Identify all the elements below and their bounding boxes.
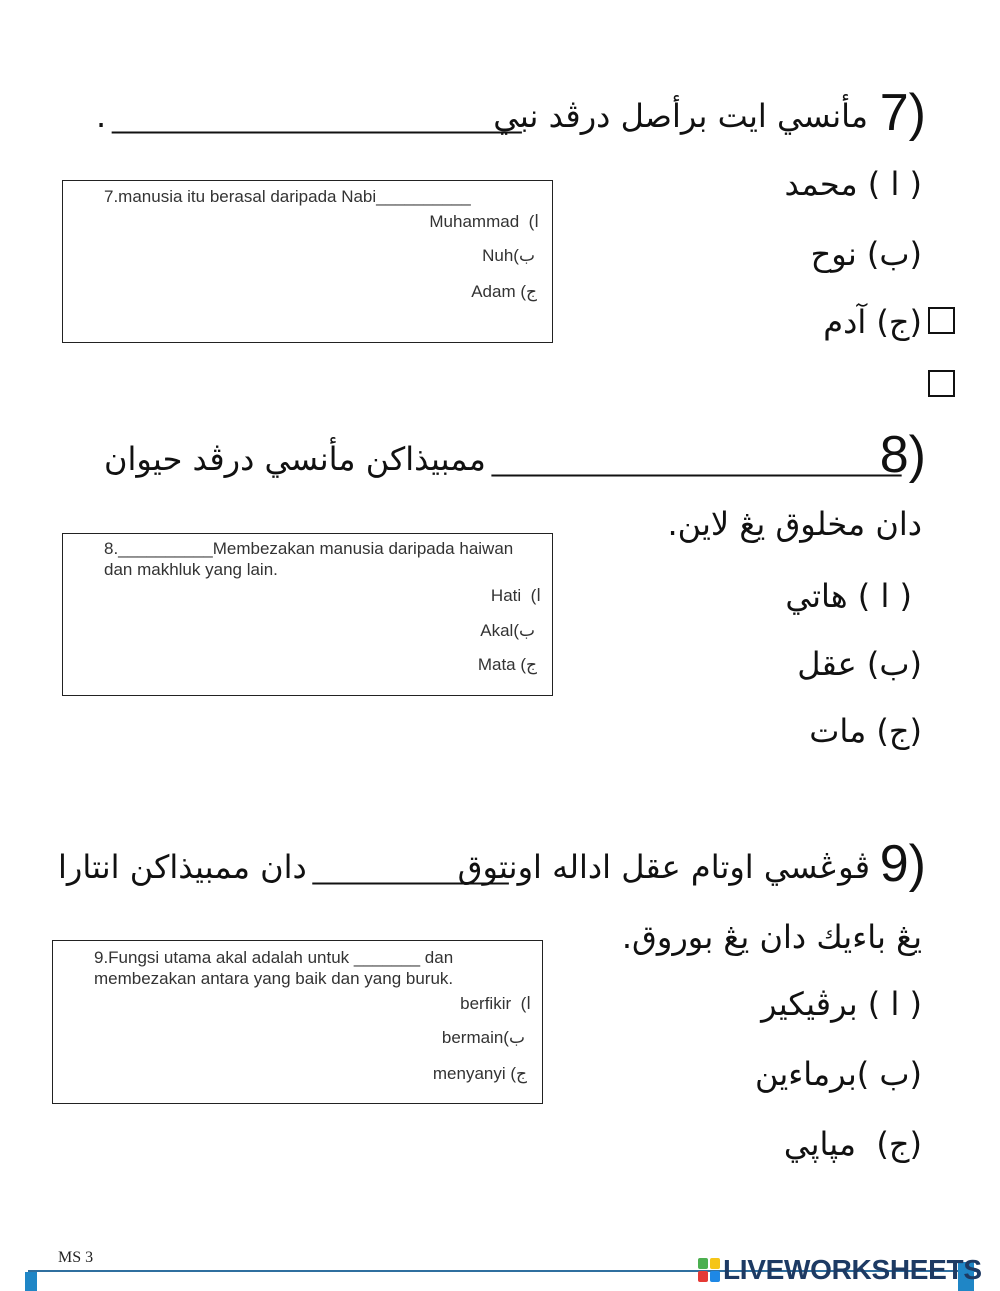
- question-7-text: مأنسي ايت برأصل درڤد نبي: [493, 97, 868, 135]
- liveworksheets-logo-icon: [698, 1258, 720, 1282]
- question-8-stem: [104, 437, 902, 489]
- question-7-option-b: (ب) نوح: [810, 235, 922, 273]
- logo-text: LIVEWORKSHEETS: [723, 1254, 982, 1285]
- question-9-text-a: ڤوڠسي اوتام عقل اداله اونتوق: [457, 848, 870, 886]
- question-7-option-a: ( ا ) محمد: [784, 165, 922, 203]
- question-7-number: 7): [879, 84, 926, 142]
- question-9-blank: ___________: [312, 849, 509, 885]
- translation-9-option-b: bermain(ب: [441, 1028, 525, 1047]
- liveworksheets-logo[interactable]: [698, 1254, 982, 1286]
- question-9-number: 9): [879, 835, 926, 893]
- answer-checkbox-1[interactable]: [928, 307, 955, 334]
- question-8-translation-box: [62, 533, 553, 696]
- translation-8-question-line-2: dan makhluk yang lain.: [104, 560, 278, 579]
- translation-8-question-line-1: 8.__________Membezakan manusia daripada haiwan: [104, 539, 514, 558]
- question-8-option-b: (ب) عقل: [797, 645, 922, 683]
- translation-7-question: 7.manusia itu berasal daripada Nabi__________: [104, 187, 471, 206]
- question-7-option-c: (ج) آدم: [823, 303, 922, 341]
- question-8-text-line-2: دان مخلوق يڠ لاين.: [667, 505, 922, 543]
- translation-7-option-b: Nuh(ب: [482, 246, 535, 265]
- question-8-option-c: (ج) مات: [809, 712, 922, 750]
- question-7-blank: _______________________: [112, 98, 522, 134]
- question-8-blank: _______________________: [491, 441, 902, 477]
- translation-8-option-a: Hati (ا: [490, 586, 541, 605]
- question-9-text-b: دان ممبيذاكن انتارا: [58, 848, 307, 886]
- page-label: MS 3: [58, 1249, 94, 1266]
- question-9-stem: [58, 845, 870, 897]
- question-9-option-b: (ب )برماءين: [754, 1055, 922, 1093]
- translation-7-option-a: Muhammad (ا: [429, 212, 539, 231]
- translation-7-option-c: Adam (ج: [471, 282, 537, 301]
- question-8-text: ممبيذاكن مأنسي درڤد حيوان: [104, 440, 486, 478]
- question-9-translation-box: [52, 940, 543, 1104]
- translation-9-question-line-1: 9.Fungsi utama akal adalah untuk _______ dan: [94, 948, 454, 967]
- question-8-number: 8): [879, 426, 926, 484]
- translation-9-question-line-2: membezakan antara yang baik dan yang buruk.: [94, 969, 454, 988]
- question-8-option-a: ( ا ) هاتي: [785, 577, 912, 615]
- answer-checkbox-2[interactable]: [928, 370, 955, 397]
- footer-corner-mark-left: [25, 1272, 37, 1291]
- translation-8-option-b: Akal(ب: [480, 621, 535, 640]
- question-9-option-c: (ج) مپاپي: [783, 1125, 922, 1163]
- question-9-text-line-2: يڠ باءيك دان يڠ بوروق.: [621, 918, 922, 956]
- question-7-stem: [96, 94, 868, 146]
- translation-8-option-c: Mata (ج: [477, 655, 537, 674]
- translation-9-option-a: berfikir (ا: [460, 994, 531, 1013]
- question-9-option-a: ( ا ) برڤيكير: [761, 985, 922, 1023]
- translation-9-option-c: menyanyi (ج: [432, 1064, 527, 1083]
- question-7-period: .: [96, 97, 107, 135]
- question-7-translation-box: [62, 180, 553, 343]
